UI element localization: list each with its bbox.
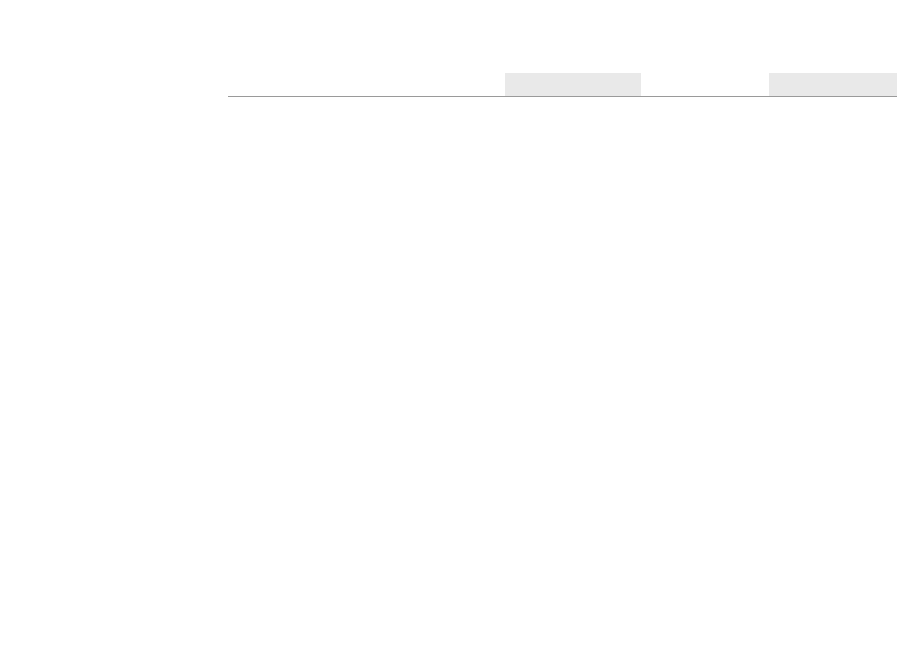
cat-25-055 xyxy=(385,73,505,96)
spec-row xyxy=(228,73,897,97)
cat-25-065 xyxy=(505,73,641,96)
cat-46-002 xyxy=(769,73,897,96)
footnote-2 xyxy=(232,596,254,611)
cat-46-000 xyxy=(641,73,769,96)
header-cell-culture xyxy=(385,34,641,73)
table-header xyxy=(228,34,897,73)
footnote-1 xyxy=(232,580,254,595)
spec-label xyxy=(228,73,385,96)
header-reagent xyxy=(769,34,897,73)
header-molecular-biology xyxy=(641,34,769,73)
